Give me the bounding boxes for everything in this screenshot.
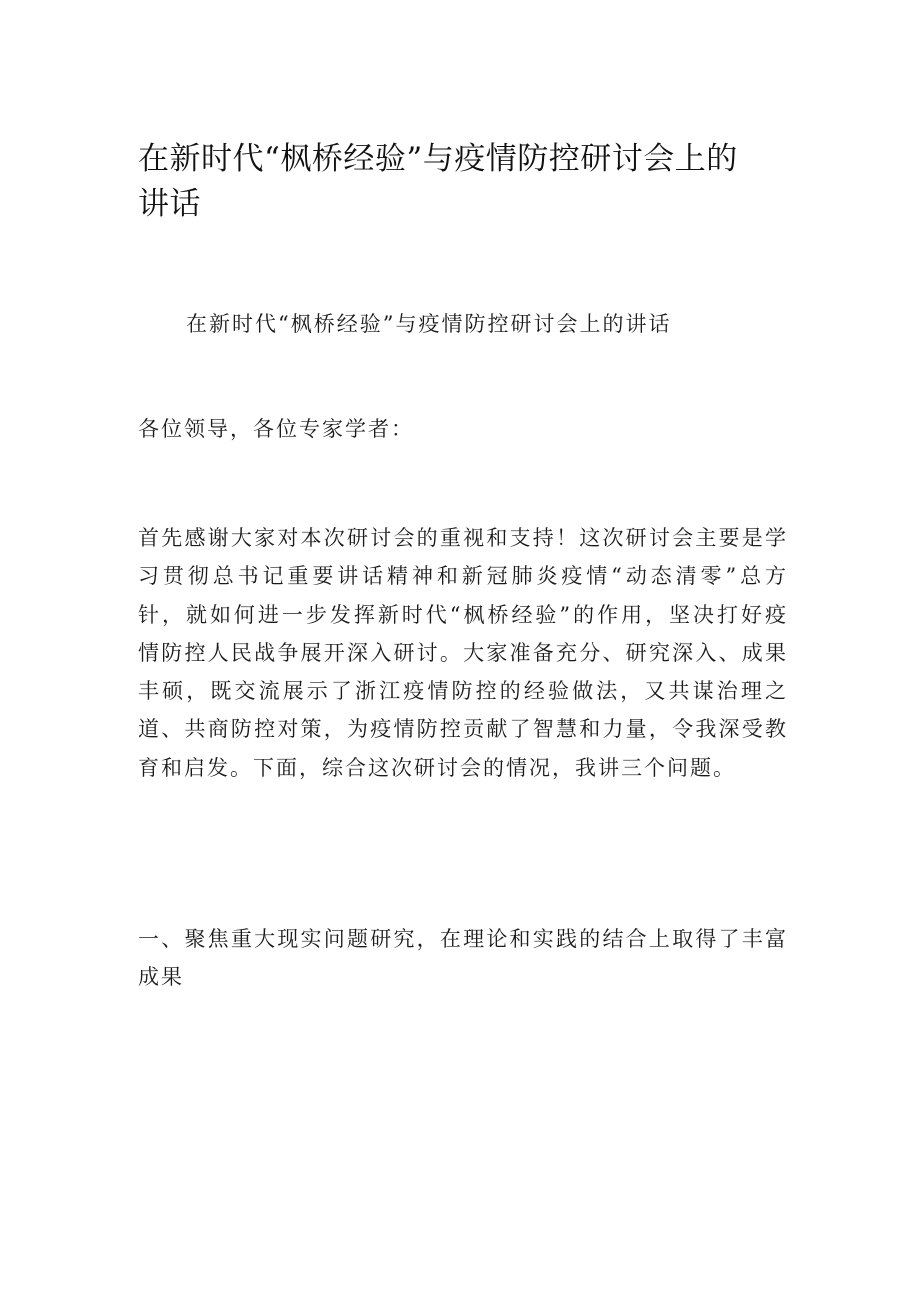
paragraph-line: 道、共商防控对策，为疫情防控贡献了智慧和力量，令我深受教 [138, 717, 788, 742]
section-heading-1 [138, 925, 788, 1002]
section-heading-line: 成果 [138, 965, 184, 990]
document-title [138, 137, 798, 227]
paragraph-line: 首先感谢大家对本次研讨会的重视和支持！这次研讨会主要是学 [138, 526, 788, 550]
paragraph-line: 针，就如何进一步发挥新时代“枫桥经验”的作用，坚决打好疫 [138, 602, 788, 627]
salutation: 各位领导，各位专家学者： [138, 417, 414, 441]
document-title-line-1: 在新时代“枫桥经验”与疫情防控研讨会上的 [138, 141, 738, 177]
opening-paragraph [138, 524, 788, 792]
paragraph-line: 习贯彻总书记重要讲话精神和新冠肺炎疫情“动态清零”总方 [138, 564, 788, 589]
section-heading-line: 一、聚焦重大现实问题研究，在理论和实践的结合上取得了丰富 [138, 927, 788, 951]
paragraph-line: 育和启发。下面，综合这次研讨会的情况，我讲三个问题。 [138, 755, 736, 780]
paragraph-line: 情防控人民战争展开深入研讨。大家准备充分、研究深入、成果 [138, 640, 788, 665]
paragraph-line: 丰硕，既交流展示了浙江疫情防控的经验做法，又共谋治理之 [138, 679, 788, 704]
document-title-line-2: 讲话 [138, 186, 201, 222]
document-subtitle: 在新时代“枫桥经验”与疫情防控研讨会上的讲话 [186, 312, 672, 336]
